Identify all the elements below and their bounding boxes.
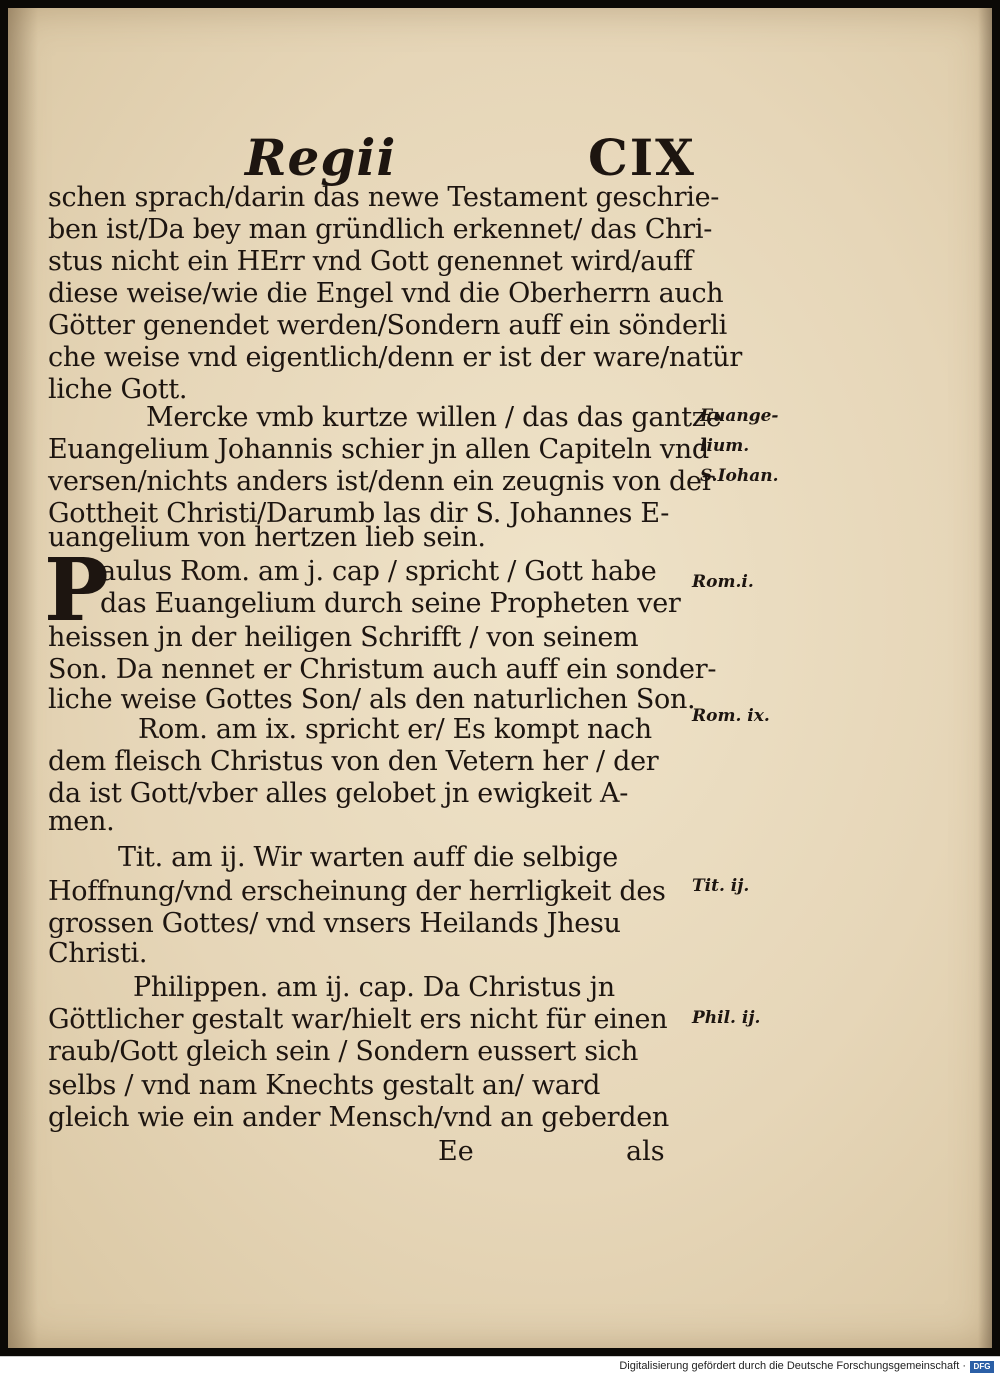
text-line: gleich wie ein ander Mensch/vnd an geberden	[48, 1102, 669, 1133]
running-title: Regii	[245, 128, 397, 187]
text-line: da ist Gott/vber alles gelobet jn ewigkeit A-	[48, 778, 629, 809]
dfg-logo: DFG	[970, 1361, 994, 1373]
funding-credit: Digitalisierung gefördert durch die Deutsche Forschungsgemeinschaft ·	[619, 1360, 966, 1372]
text-line: stus nicht ein HErr vnd Gott genennet wird/auff	[48, 246, 693, 277]
text-line: aulus Rom. am j. cap / spricht / Gott habe	[100, 556, 657, 587]
text-line: Rom. am ix. spricht er/ Es kompt nach	[138, 714, 652, 745]
text-line: heissen jn der heiligen Schrifft / von seinem	[48, 622, 639, 653]
text-line: ben ist/Da bey man gründlich erkennet/ das Chri-	[48, 214, 713, 245]
text-line: uangelium von hertzen lieb sein.	[48, 522, 486, 553]
text-line: Euangelium Johannis schier jn allen Capiteln vnd	[48, 434, 709, 465]
catchword-left: Ee	[438, 1136, 474, 1167]
text-line: Gottheit Christi/Darumb las dir S. Johannes E-	[48, 498, 670, 529]
drop-cap: P	[44, 540, 109, 641]
margin-note: Phil. ij.	[692, 1008, 761, 1028]
margin-note: Tit. ij.	[692, 876, 750, 896]
text-line: Mercke vmb kurtze willen / das das gantze	[146, 402, 722, 433]
book-page	[8, 8, 992, 1348]
margin-note: S.Iohan.	[700, 466, 779, 486]
text-line: Götter genendet werden/Sondern auff ein sönderli	[48, 310, 727, 341]
footer-bar	[0, 1356, 1000, 1378]
text-line: liche Gott.	[48, 374, 188, 405]
text-line: che weise vnd eigentlich/denn er ist der ware/natür	[48, 342, 743, 373]
text-line: dem fleisch Christus von den Vetern her / der	[48, 746, 659, 777]
text-line: Son. Da nennet er Christum auch auff ein sonder-	[48, 654, 717, 685]
spine-shadow	[8, 8, 38, 1348]
page-edge	[978, 8, 992, 1348]
folio-number: CIX	[588, 128, 696, 187]
text-line: Christi.	[48, 938, 148, 969]
text-line: Tit. am ij. Wir warten auff die selbige	[118, 842, 618, 873]
text-line: men.	[48, 806, 115, 837]
text-line: versen/nichts anders ist/denn ein zeugnis von der	[48, 466, 715, 497]
text-line: diese weise/wie die Engel vnd die Oberherrn auch	[48, 278, 724, 309]
text-line: selbs / vnd nam Knechts gestalt an/ ward	[48, 1070, 601, 1101]
text-line: Göttlicher gestalt war/hielt ers nicht für einen	[48, 1004, 668, 1035]
margin-note: Rom.i.	[692, 572, 754, 592]
text-line: grossen Gottes/ vnd vnsers Heilands Jhesu	[48, 908, 621, 939]
text-line: Hoffnung/vnd erscheinung der herrligkeit des	[48, 876, 666, 907]
margin-note: Euange-	[700, 406, 779, 426]
text-line: das Euangelium durch seine Propheten ver	[100, 588, 681, 619]
text-line: Philippen. am ij. cap. Da Christus jn	[133, 972, 615, 1003]
text-line: raub/Gott gleich sein / Sondern eussert sich	[48, 1036, 639, 1067]
text-line: liche weise Gottes Son/ als den naturlichen Son.	[48, 684, 696, 715]
margin-note: lium.	[700, 436, 750, 456]
text-line: schen sprach/darin das newe Testament geschrie-	[48, 182, 720, 213]
catchword: als	[626, 1136, 665, 1167]
margin-note: Rom. ix.	[692, 706, 770, 726]
